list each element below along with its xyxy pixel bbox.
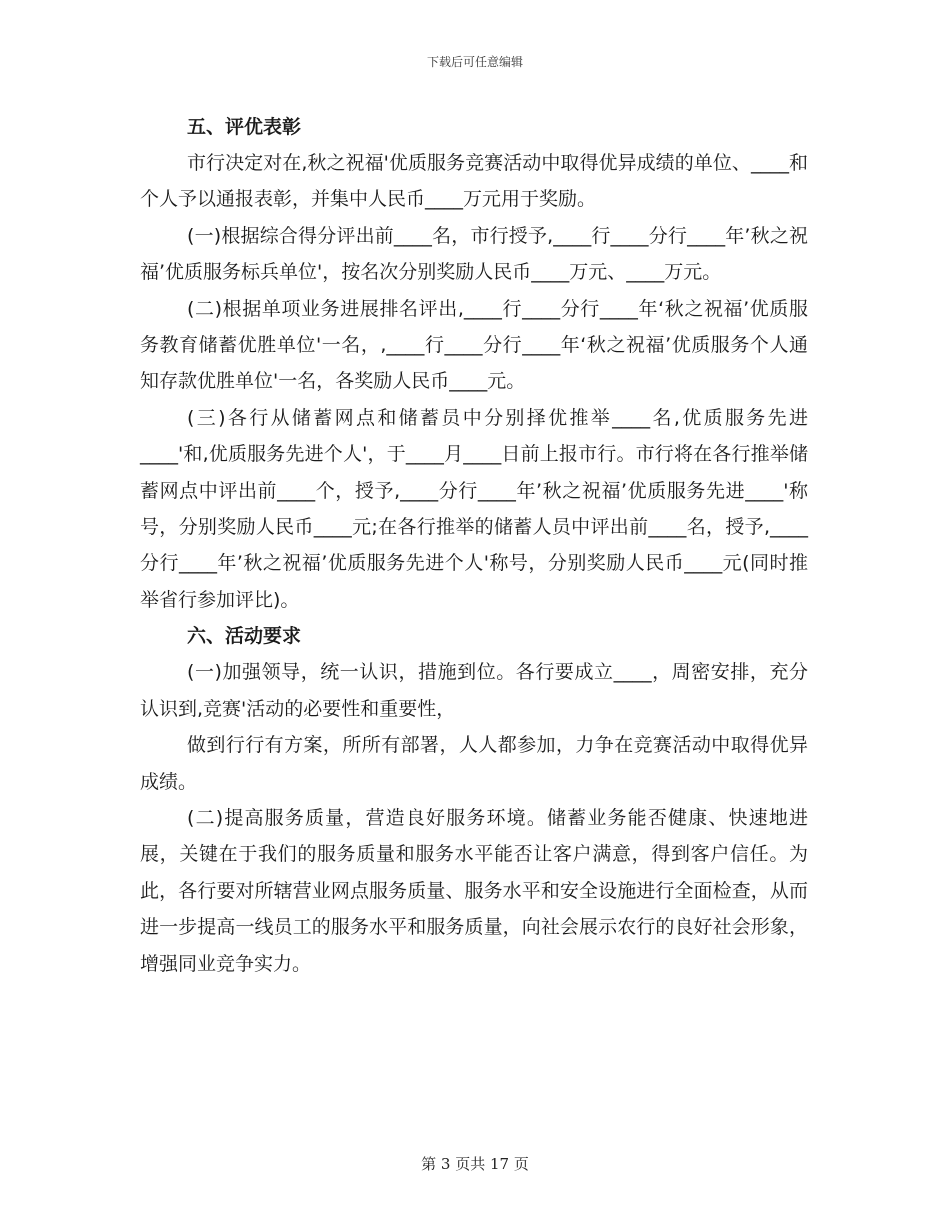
document-body	[140, 109, 808, 982]
paragraph: (一)加强领导，统一认识，措施到位。各行要成立____，周密安排，充分认识到,竞赛'活动的必要性和重要性，	[140, 661, 808, 720]
section-heading-6: 六、活动要求	[187, 625, 302, 648]
page-number: 第 3 页共 17 页	[421, 1155, 529, 1173]
paragraph: (二)提高服务质量，营造良好服务环境。储蓄业务能否健康、快速地进展，关键在于我们的服务质量和服务水平能否让客户满意，得到客户信任。为此，各行要对所辖营业网点服务质量、服务水平和安全设施进行全面检查，从而进一步提高一线员工的服务水平和服务质量，向社会展示农行的良好社会形象，增强同业竞争实力。	[140, 806, 808, 975]
paragraph: 市行决定对在,秋之祝福'优质服务竞赛活动中取得优异成绩的单位、____和个人予以通报表彰，并集中人民币____万元用于奖励。	[140, 152, 808, 211]
section-heading-5: 五、评优表彰	[187, 116, 302, 138]
paragraph: (三)各行从储蓄网点和储蓄员中分别择优推举____名,优质服务先进____'和,优质服务先进个人'，于____月____日前上报市行。市行将在各行推举储蓄网点中评出前____个，授予,____分行____年’秋之祝福’优质服务先进____'称号，分别奖励人民币____元;在各行推举的储蓄人员中评出前____名，授予,____分行____年’秋之祝福’优质服务先进个人'称号，分别奖励人民币____元(同时推举省行参加评比)。	[140, 406, 808, 611]
paragraph: (一)根据综合得分评出前____名，市行授予,____行____分行____年’秋之祝福’优质服务标兵单位'，按名次分别奖励人民币____万元、____万元。	[140, 224, 808, 284]
paragraph: 做到行行有方案，所所有部署，人人都参加，力争在竞赛活动中取得优异成绩。	[140, 734, 808, 793]
header-note: 下载后可任意编辑	[426, 55, 523, 69]
paragraph: (二)根据单项业务进展排名评出,____行____分行____年‘秋之祝福’优质服务教育储蓄优胜单位'一名，,____行____分行____年‘秋之祝福’优质服务个人通知存款优胜单位'一名，各奖励人民币____元。	[140, 297, 808, 393]
